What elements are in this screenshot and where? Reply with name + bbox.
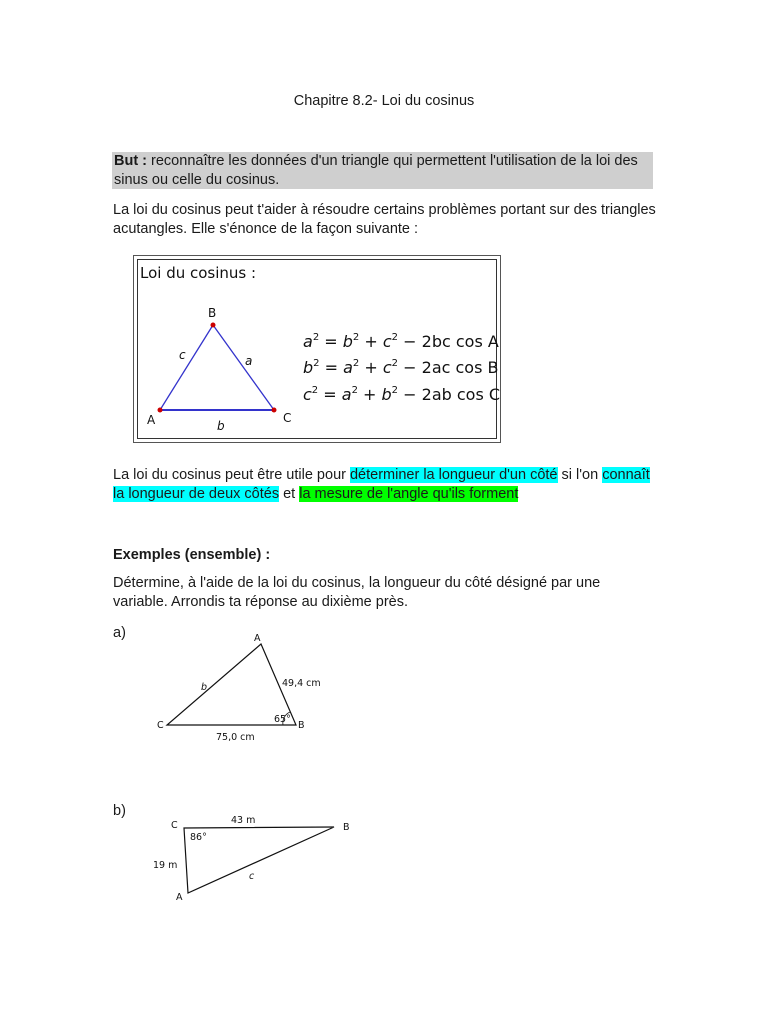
usefulness-text-1: La loi du cosinus peut être utile pour: [113, 467, 350, 483]
goal-label: But :: [114, 153, 148, 169]
goal-box: [112, 152, 653, 189]
example-b-vertex-c: C: [171, 820, 178, 831]
formula-group: [303, 332, 500, 404]
example-b-angle-c: 86°: [190, 832, 207, 843]
example-a-side-var: b: [201, 682, 208, 693]
example-a-vertex-a: A: [254, 633, 261, 644]
usefulness-text-3: et: [279, 486, 300, 502]
instructions-paragraph: Détermine, à l'aide de la loi du cosinus, la longueur du côté désigné par une variable. Arrondis ta réponse au dixième près.: [113, 575, 601, 610]
example-b-side-ca: 19 m: [153, 860, 178, 871]
usefulness-text-2: si l'on: [557, 467, 603, 483]
example-b-side-var: c: [249, 871, 255, 882]
formula-a: $a^2 = b^2 + c^2 - 2bc$ cos A: [303, 332, 499, 351]
example-a-side-ab: 49,4 cm: [282, 678, 321, 689]
side-c-label: c: [179, 348, 186, 362]
law-of-cosines-figure: [133, 255, 501, 443]
vertex-a-dot: [158, 408, 163, 413]
example-a-triangle: [167, 644, 296, 725]
example-b-figure: [150, 810, 360, 905]
highlight-determine-side: déterminer la longueur d'un côté: [349, 467, 558, 483]
formula-c: $c^2 = a^2 + b^2 - 2ab$ cos C: [303, 385, 501, 404]
side-b-label: b: [217, 419, 225, 433]
example-a-vertex-b: B: [298, 720, 305, 731]
vertex-b-dot: [211, 323, 216, 328]
side-a-label: a: [245, 354, 253, 368]
law-heading: Loi du cosinus :: [140, 264, 257, 282]
example-a-label: a): [113, 625, 126, 641]
formula-b: $b^2 = a^2 + c^2 - 2ac$ cos B: [303, 358, 499, 377]
intro-paragraph: La loi du cosinus peut t'aider à résoudre certains problèmes portant sur des triangles acutangles. Elle s'énonce de la façon suivante :: [113, 202, 656, 237]
goal-text: reconnaître les données d'un triangle qui permettent l'utilisation de la loi des sinus ou celle du cosinus.: [114, 153, 638, 188]
example-b-vertex-b: B: [343, 822, 350, 833]
example-a-vertex-c: C: [157, 720, 164, 731]
vertex-c-dot: [272, 408, 277, 413]
examples-heading: Exemples (ensemble) :: [113, 547, 271, 563]
example-b-label: b): [113, 803, 126, 819]
highlight-two-sides: connaît la longueur de deux côtés: [113, 467, 650, 502]
vertex-c-label: C: [283, 411, 292, 425]
example-b-side-cb: 43 m: [231, 815, 256, 826]
example-b-vertex-a: A: [176, 892, 183, 903]
highlight-angle: la mesure de l'angle qu'ils forment: [299, 486, 519, 502]
vertex-b-label: B: [208, 306, 217, 320]
example-a-figure: [150, 630, 340, 745]
vertex-a-label: A: [147, 413, 156, 427]
page-title: Chapitre 8.2- Loi du cosinus: [293, 93, 475, 109]
example-a-side-cb: 75,0 cm: [216, 732, 255, 743]
example-a-angle-b: 65°: [274, 714, 291, 725]
usefulness-paragraph: [113, 466, 658, 504]
